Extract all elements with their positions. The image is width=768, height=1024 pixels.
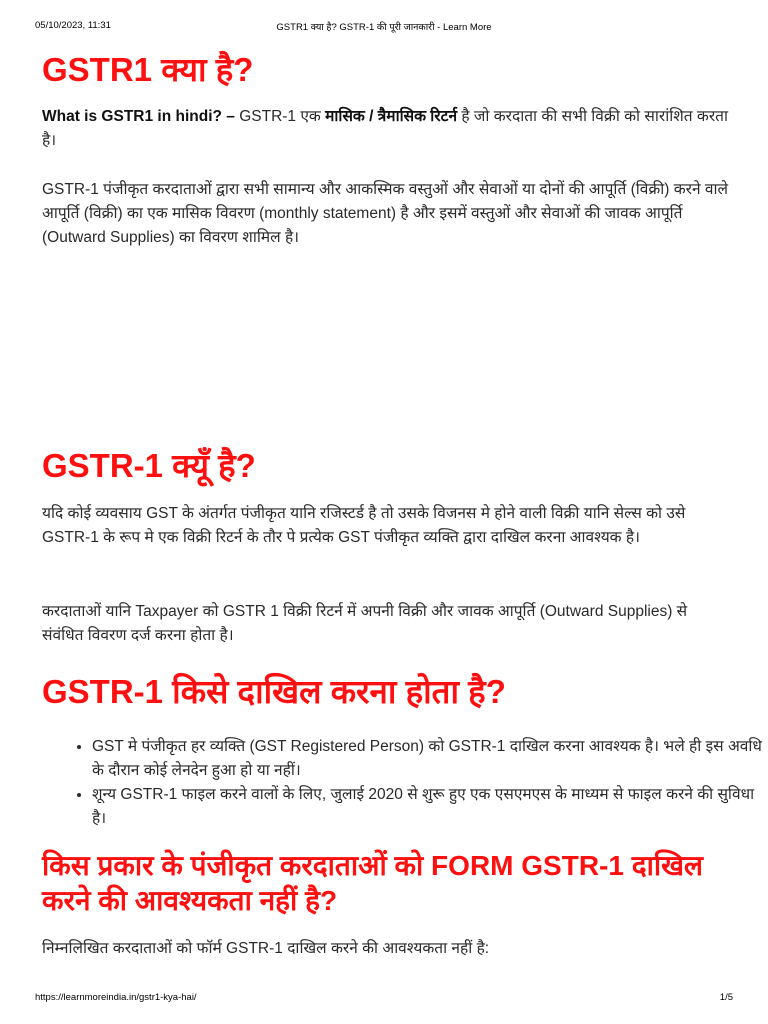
intro-text-1: GSTR-1 एक (234, 108, 326, 125)
heading-who-files: GSTR-1 किसे दाखिल करना होता है? (42, 673, 506, 710)
why-paragraph-2: करदाताओं यानि Taxpayer को GSTR 1 विक्री रिटर्न में अपनी विक्री और जावक आपूर्ति (Outward Supplies) से संवंधित विवरण दर्ज करना होता है। (42, 603, 688, 644)
exempt-intro-paragraph: निम्नलिखित करदाताओं को फॉर्म GSTR-1 दाखिल करने की आवश्यकता नहीं है: (42, 940, 490, 957)
print-footer (35, 992, 733, 1003)
why-paragraph-1: यदि कोई व्यवसाय GST के अंतर्गत पंजीकृत यानि रजिस्टर्ड है तो उसके विजनस मे होने वाली विक्री यानि सेल्स को उसे GSTR-1 के रूप मे एक विक्री रिटर्न के तौर पे प्रत्येक GST पंजीकृत व्यक्ति द्वारा दाखिल करना आवश्यक है। (42, 505, 686, 546)
print-datetime: 05/10/2023, 11:31 (35, 20, 111, 31)
print-url: https://learnmoreindia.in/gstr1-kya-hai/ (35, 992, 197, 1003)
heading-exempt-taxpayers: किस प्रकार के पंजीकृत करदाताओं को FORM GSTR-1 दाखिल करने की आवश्यकता नहीं है? (42, 850, 703, 916)
heading-what-is-gstr1: GSTR1 क्या है? (42, 51, 254, 88)
intro-paragraph (42, 105, 732, 153)
list-item: • GST मे पंजीकृत हर व्यक्ति (GST Registered Person) को GSTR-1 दाखिल करना आवश्यक है। भले ही इस अवधि के दौरान कोई लेनदेन हुआ हो या नहीं। (92, 735, 768, 783)
print-page-title: GSTR1 क्या है? GSTR-1 की पूरी जानकारी - Learn More (276, 22, 492, 33)
heading-why-gstr1: GSTR-1 क्यूँ है? (42, 447, 256, 484)
print-page-number: 1/5 (719, 992, 733, 1003)
intro-lead: What is GSTR1 in hindi? – (42, 108, 235, 125)
who-files-list (42, 735, 768, 831)
intro-text-2: है जो करदाता की सभी विक्री को सारांशित करता है। (42, 108, 729, 149)
definition-paragraph: GSTR-1 पंजीकृत करदाताओं द्वारा सभी सामान्य और आकस्मिक वस्तुओं और सेवाओं या दोनों की आपूर्ति (विक्री) करने वाले आपूर्ति (विक्री) का एक मासिक विवरण (monthly statement) है और इसमें वस्तुओं और सेवाओं की जावक आपूर्ति (Outward Supplies) का विवरण शामिल है। (42, 181, 729, 246)
list-item: • शून्य GSTR-1 फाइल करने वालों के लिए, जुलाई 2020 से शुरू हुए एक एसएमएस के माध्यम से फाइल करने की सुविधा है। (92, 783, 768, 831)
intro-bold: मासिक / त्रैमासिक रिटर्न (325, 108, 458, 125)
print-header (35, 20, 733, 31)
